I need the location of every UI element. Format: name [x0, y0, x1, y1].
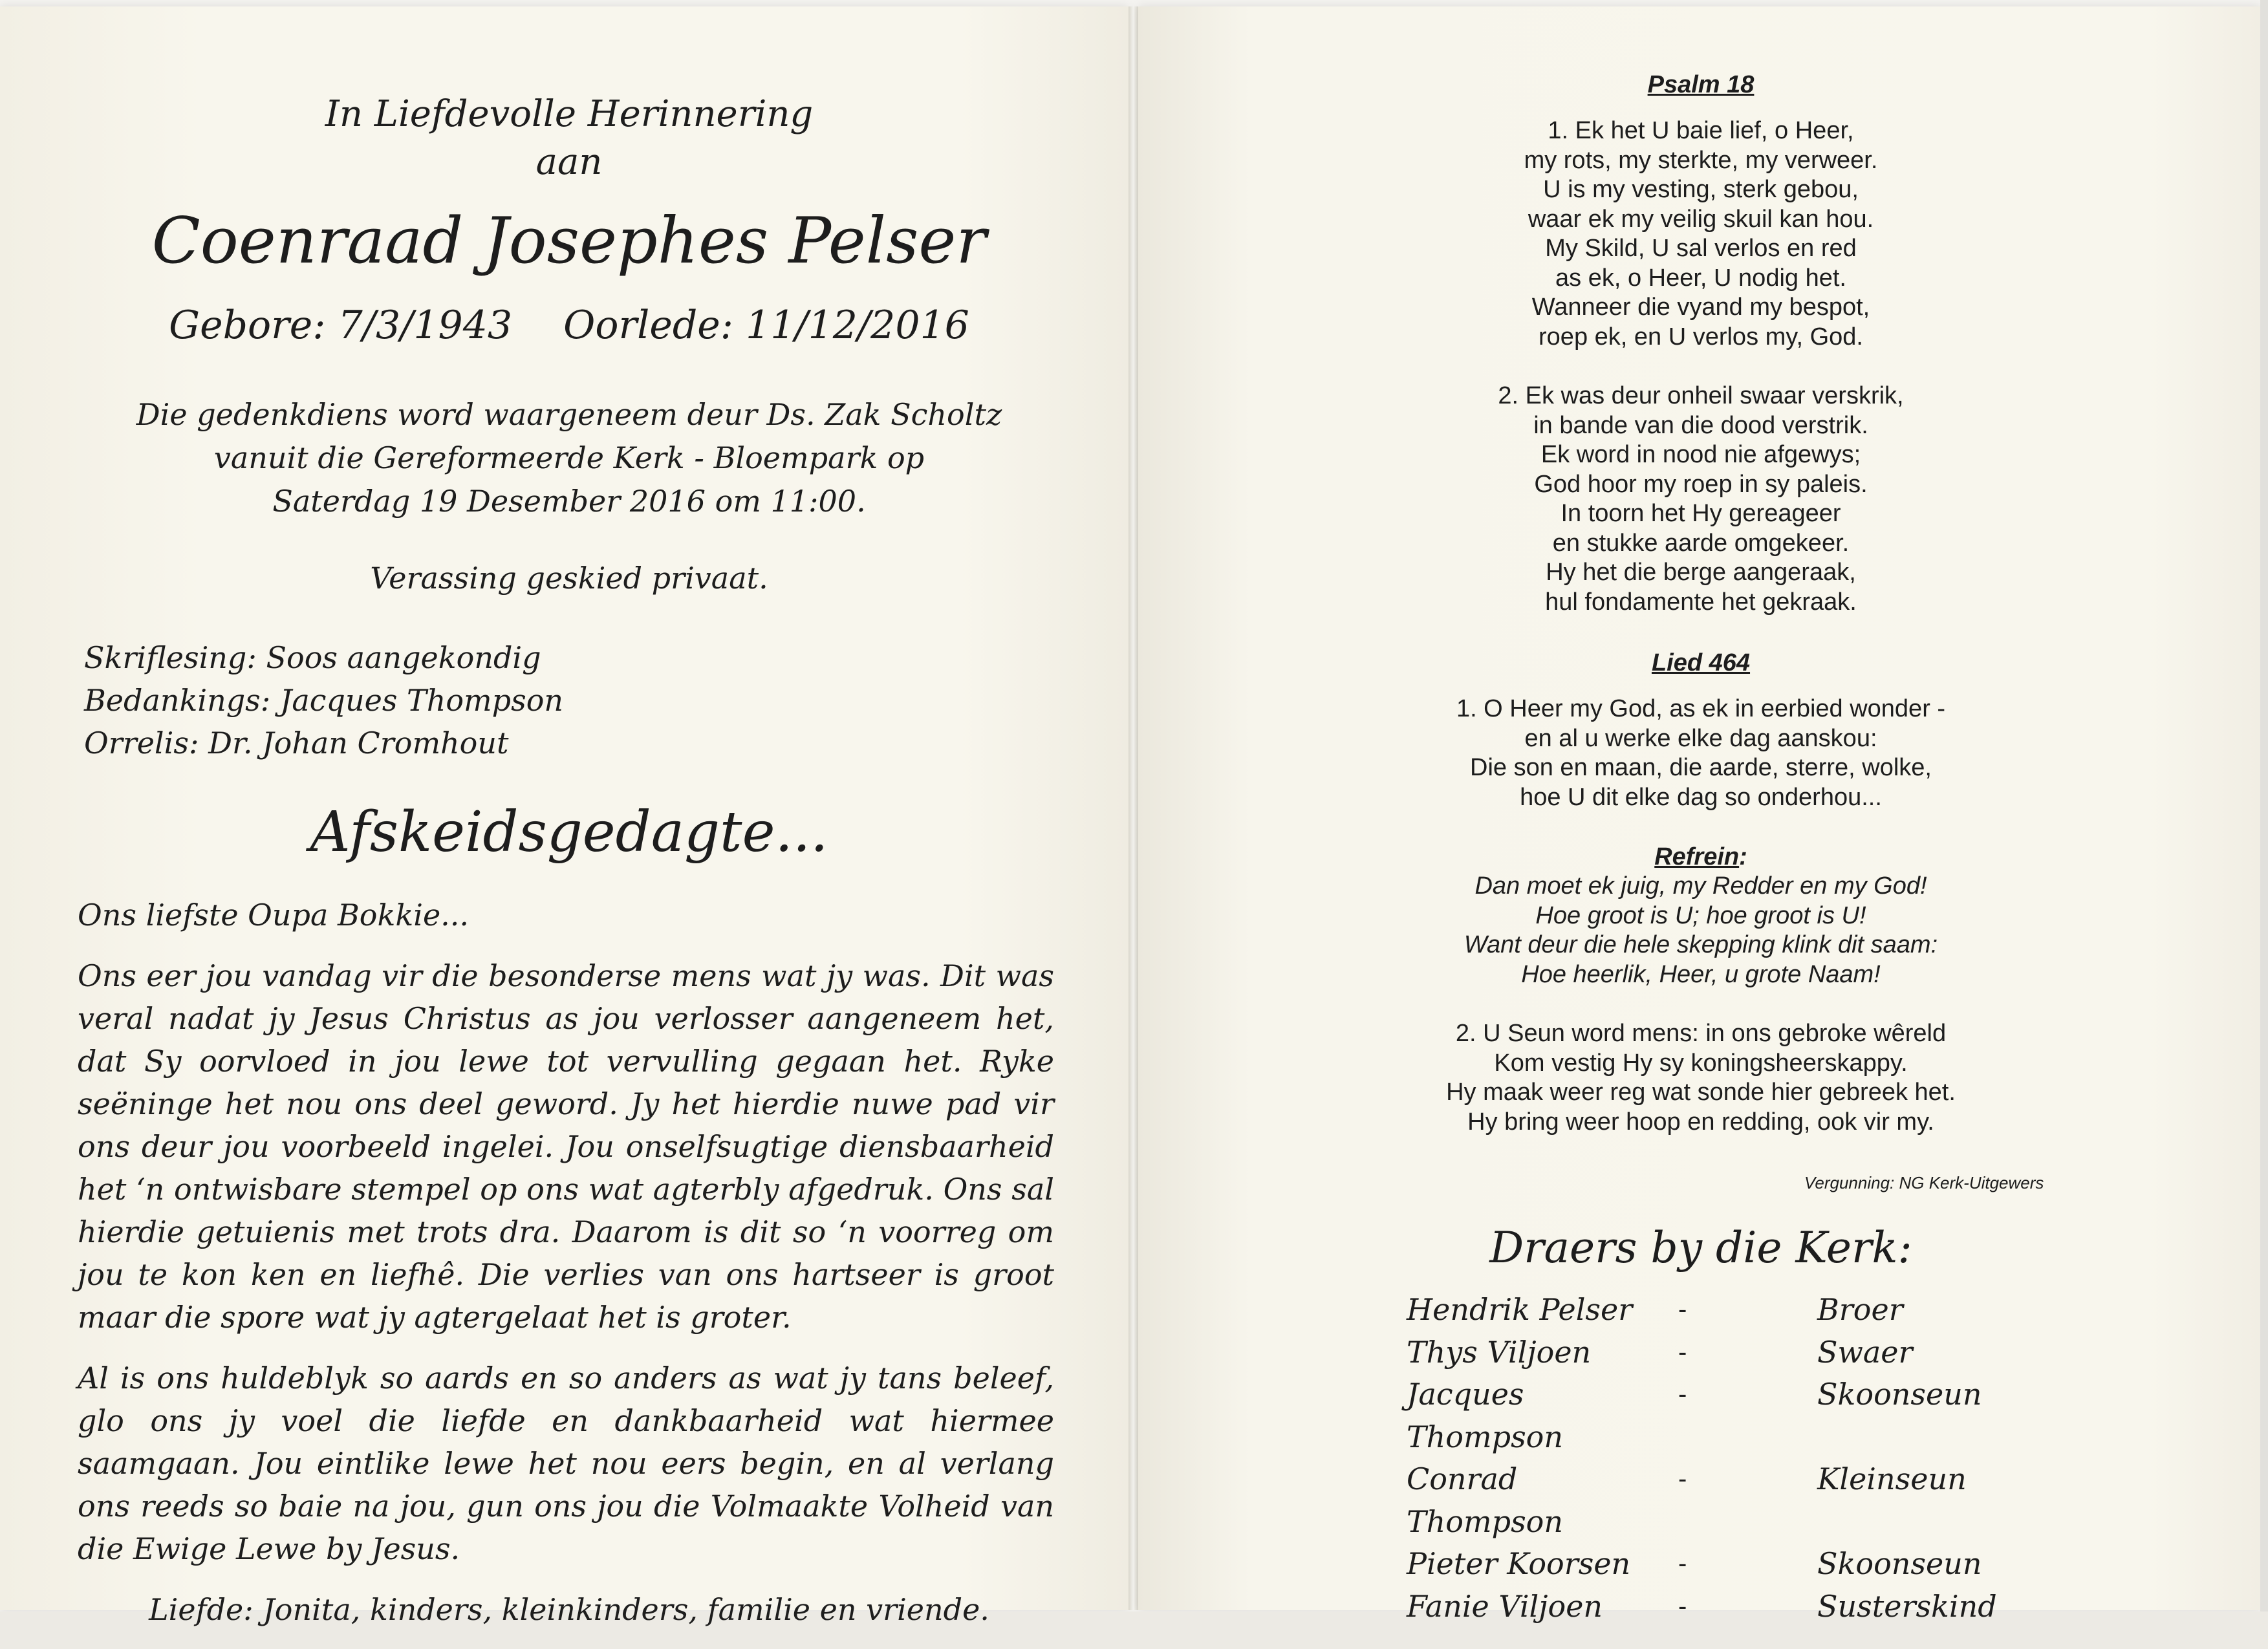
- refrain-line: Want deur die hele skepping klink dit saam:: [1463, 931, 1938, 958]
- verse-line: 2. Ek was deur onheil swaar verskrik,: [1498, 382, 1904, 409]
- verse-line: hoe U dit elke dag so onderhou...: [1520, 783, 1882, 811]
- bearer-row: [1407, 1458, 1989, 1543]
- tribute-paragraph-1: Ons eer jou vandag vir die besonderse mens wat jy was. Dit was veral nadat jy Jesus Christus as jou verlosser aangeneem het, dat Sy oorvloed in jou lewe tot vervulling gegaan het. Ryke seëninge het nou ons deel geword. Jy het hierdie nuwe pad vir ons deur jou voorbeeld ingelei. Jou onselfsugtige diensbaarheid het ‘n ontwisbare stempel op ons wat agterbly afgedruk. Ons sal hierdie getuienis met trots dra. Daarom is dit so ‘n voorreg om jou te kon ken en liefhê. Die verlies van ons hartseer is groot maar die spore wat jy agtergelaat het is groter.: [78, 958, 1054, 1335]
- bearer-relation: Skoonseun: [1817, 1377, 1982, 1412]
- verse-line: hul fondamente het gekraak.: [1545, 588, 1857, 616]
- refrain-title: [1377, 842, 2024, 872]
- page-fold: [1129, 6, 1138, 1610]
- bearer-name: Jacques Thompson: [1407, 1377, 1563, 1454]
- life-dates: [78, 296, 1061, 354]
- verse-line: 1. Ek het U baie lief, o Heer,: [1548, 117, 1854, 144]
- verse-line: Hy bring weer hoop en redding, ook vir my.: [1467, 1108, 1934, 1136]
- memorial-heading: In Liefdevolle Herinnering: [325, 93, 814, 135]
- verse-line: In toorn het Hy gereageer: [1561, 500, 1841, 527]
- verse-line: waar ek my veilig skuil kan hou.: [1528, 205, 1874, 233]
- memorial-heading-aan: aan: [535, 141, 603, 183]
- verse-line: in bande van die dood verstrik.: [1533, 411, 1868, 439]
- farewell-title: Afskeidsgedagte...: [310, 800, 828, 865]
- verse-line: 1. O Heer my God, as ek in eerbied wonder -: [1456, 695, 1946, 722]
- bearer-name: Conrad Thompson: [1407, 1461, 1563, 1539]
- refrain-title-colon: :: [1739, 843, 1747, 870]
- verse-line: roep ek, en U verlos my, God.: [1539, 323, 1863, 350]
- refrain-line: Hoe groot is U; hoe groot is U!: [1535, 901, 1866, 929]
- bearer-dash: -: [1678, 1295, 1687, 1324]
- bearer-name: Pieter Koorsen: [1407, 1546, 1631, 1581]
- bearer-name: Thys Viljoen: [1407, 1334, 1592, 1370]
- bearer-name: Hendrik Pelser: [1407, 1292, 1633, 1327]
- death-date: Oorlede: 11/12/2016: [563, 303, 969, 348]
- credit-line: Orrelis: Dr. Johan Cromhout: [84, 726, 509, 760]
- scan-edge: [2260, 0, 2268, 1649]
- verse-line: en stukke aarde omgekeer.: [1552, 529, 1850, 557]
- bearer-dash: -: [1678, 1465, 1687, 1493]
- psalm-verse-2: [1377, 382, 2024, 617]
- bearer-dash: -: [1678, 1591, 1687, 1621]
- verse-line: Ek word in nood nie afgewys;: [1540, 441, 1861, 468]
- copyright-permission: Vergunning: NG Kerk-Uitgewers: [1804, 1173, 2044, 1192]
- service-line: Die gedenkdiens word waargeneem deur Ds. Zak Scholtz: [136, 397, 1002, 432]
- psalm-verse-1: [1377, 116, 2024, 352]
- bearer-name: Fanie Viljoen: [1407, 1588, 1603, 1624]
- bearer-relation: Kleinseun: [1817, 1461, 1967, 1496]
- bearer-row: [1407, 1374, 1989, 1458]
- bearer-dash: -: [1678, 1549, 1687, 1578]
- verse-line: U is my vesting, sterk gebou,: [1543, 176, 1859, 203]
- verse-line: my rots, my sterkte, my verweer.: [1524, 146, 1878, 174]
- service-credits: [84, 636, 1061, 764]
- bearer-relation: Swaer: [1817, 1334, 1913, 1370]
- refrain-title-text: Refrein: [1654, 843, 1740, 870]
- hymns-column: [1377, 69, 2024, 1167]
- refrain: [1313, 872, 2089, 989]
- bearer-relation: Skoonseun: [1817, 1546, 1982, 1581]
- left-page-content: [78, 91, 1061, 1631]
- family-signoff: Liefde: Jonita, kinders, kleinkinders, familie en vriende.: [149, 1592, 989, 1627]
- deceased-name: Coenraad Josephes Pelser: [151, 204, 987, 278]
- tribute-paragraph-2: Al is ons huldeblyk so aards en so anders as wat jy tans beleef, glo ons jy voel die liefde en dankbaarheid wat hiermee saamgaan. Jou eintlike lewe het nou eers begin, en al verlang ons reeds so baie na jou, gun ons jou die Volmaakte Volheid van die Ewige Lewe by Jesus.: [78, 1361, 1054, 1566]
- verse-line: 2. U Seun word mens: in ons gebroke wêreld: [1455, 1020, 1947, 1047]
- bearers-title: Draers by die Kerk:: [1489, 1223, 1912, 1273]
- verse-line: Kom vestig Hy sy koningsheerskappy.: [1494, 1049, 1908, 1077]
- verse-line: My Skild, U sal verlos en red: [1545, 235, 1857, 262]
- verse-line: Hy het die berge aangeraak,: [1546, 559, 1856, 586]
- refrain-line: Dan moet ek juig, my Redder en my God!: [1474, 872, 1927, 900]
- bearers-list: [1407, 1289, 1997, 1628]
- service-line: vanuit die Gereformeerde Kerk - Bloempark op: [213, 440, 925, 475]
- verse-line: God hoor my roep in sy paleis.: [1534, 470, 1868, 498]
- verse-line: Die son en maan, die aarde, sterre, wolke,: [1470, 754, 1932, 781]
- lied-title: Lied 464: [1651, 649, 1751, 676]
- credit-line: Bedankings: Jacques Thompson: [84, 683, 564, 718]
- psalm-title: Psalm 18: [1647, 71, 1755, 98]
- bearer-row: [1407, 1586, 1997, 1628]
- cremation-note: Verassing geskied privaat.: [370, 561, 768, 596]
- lied-verse-1: [1313, 695, 2089, 812]
- greeting: Ons liefste Oupa Bokkie...: [78, 898, 470, 932]
- bearer-row: [1407, 1543, 1989, 1586]
- credit-line: Skriflesing: Soos aangekondig: [84, 640, 541, 675]
- service-line: Saterdag 19 Desember 2016 om 11:00.: [272, 484, 866, 519]
- bearer-dash: -: [1678, 1337, 1687, 1366]
- bearer-row: [1407, 1331, 1989, 1374]
- bearer-relation: Susterskind: [1817, 1588, 1997, 1624]
- verse-line: Hy maak weer reg wat sonde hier gebreek het.: [1446, 1079, 1956, 1106]
- bearer-relation: Broer: [1817, 1292, 1903, 1327]
- verse-line: en al u werke elke dag aanskou:: [1524, 724, 1877, 752]
- bearer-row: [1407, 1289, 1989, 1331]
- lied-verse-2: [1313, 1019, 2089, 1137]
- refrain-line: Hoe heerlik, Heer, u grote Naam!: [1521, 960, 1881, 988]
- bearer-dash: -: [1678, 1380, 1687, 1408]
- service-details: [78, 393, 1061, 523]
- verse-line: as ek, o Heer, U nodig het.: [1555, 264, 1846, 292]
- birth-date: Gebore: 7/3/1943: [169, 303, 513, 348]
- verse-line: Wanneer die vyand my bespot,: [1531, 294, 1870, 321]
